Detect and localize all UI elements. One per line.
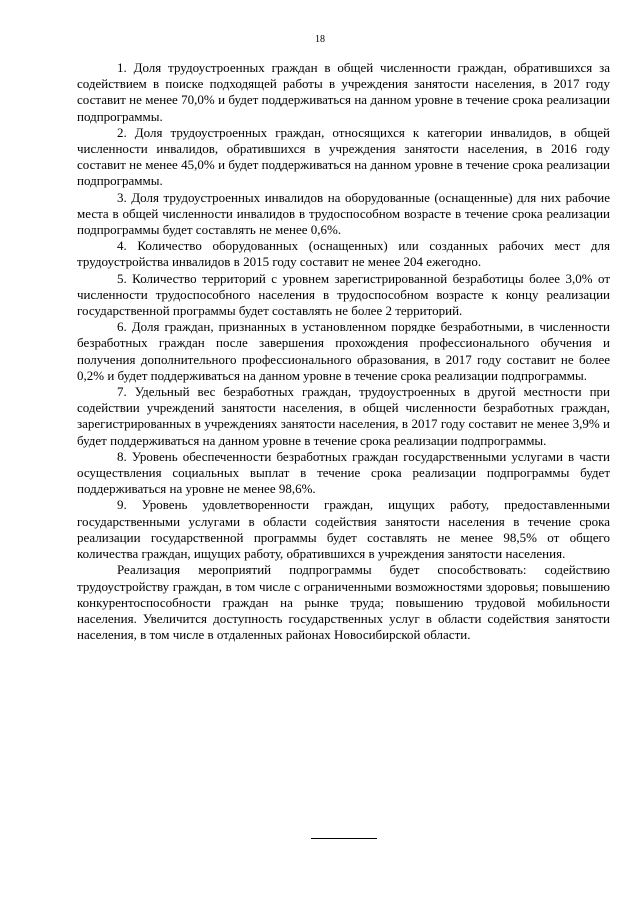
document-body xyxy=(77,60,610,643)
paragraph-indicator-2: 2. Доля трудоустроенных граждан, относящихся к категории инвалидов, в общей численности инвалидов, обратившихся в учреждения занятости населения, в 2016 году составит не менее 45,0% и будет поддерживаться на данном уровне в течение срока реализации подпрограммы. xyxy=(77,124,610,189)
paragraph-indicator-8: 8. Уровень обеспеченности безработных граждан государственными услугами в части осуществления социальных выплат в течение срока реализации подпрограммы будет поддерживаться на уровне не менее 98,6%. xyxy=(77,448,610,497)
page-number: 18 xyxy=(315,34,325,45)
paragraph-indicator-7: 7. Удельный вес безработных граждан, трудоустроенных в другой местности при содействии учреждений занятости населения, в общей численности безработных граждан, зарегистрированных в учреждениях занятости населения, в 2017 году составит не менее 3,9% и будет поддерживаться на данном уровне в течение срока реализации подпрограммы. xyxy=(77,384,610,448)
paragraph-indicator-6: 6. Доля граждан, признанных в установленном порядке безработными, в численности безработных граждан после завершения прохождения профессионального обучения и получения дополнительного профессионального образования, в 2017 году составит не более 0,2% и будет поддерживаться на данном уровне в течение срока реализации подпрограммы. xyxy=(77,319,610,383)
paragraph-indicator-4: 4. Количество оборудованных (оснащенных) или созданных рабочих мест для трудоустройства инвалидов в 2015 году составит не менее 204 ежегодно. xyxy=(77,238,610,270)
paragraph-indicator-5: 5. Количество территорий с уровнем зарегистрированной безработицы более 3,0% от численности трудоспособного населения в трудоспособном возрасте к концу реализации государственной программы будет составлять не более 2 территорий. xyxy=(77,270,610,319)
footer-rule xyxy=(311,838,377,839)
paragraph-indicator-3: 3. Доля трудоустроенных инвалидов на оборудованные (оснащенные) для них рабочие места в общей численности инвалидов в трудоспособном возрасте в течение срока реализации подпрограммы будет составлять не менее 0,6%. xyxy=(77,189,610,238)
paragraph-outcomes-summary: Реализация мероприятий подпрограммы будет способствовать: содействию трудоустройству граждан, в том числе с ограниченными возможностями здоровья; повышению конкурентоспособности граждан на рынке труда; повышению трудовой мобильности населения. Увеличится доступность государственных услуг в области содействия занятости населения, в том числе в отдаленных районах Новосибирской области. xyxy=(77,562,610,643)
paragraph-indicator-9: 9. Уровень удовлетворенности граждан, ищущих работу, предоставленными государственными услугами в области содействия занятости населения в течение срока реализации государственной программы будет составлять не менее 98,5% от общего количества граждан, ищущих работу, обратившихся в учреждения занятости населения. xyxy=(77,497,610,562)
paragraph-indicator-1: 1. Доля трудоустроенных граждан в общей численности граждан, обратившихся за содействием в поиске подходящей работы в учреждения занятости населения, в 2017 году составит не менее 70,0% и будет поддерживаться на данном уровне в течение срока реализации подпрограммы. xyxy=(77,60,610,124)
